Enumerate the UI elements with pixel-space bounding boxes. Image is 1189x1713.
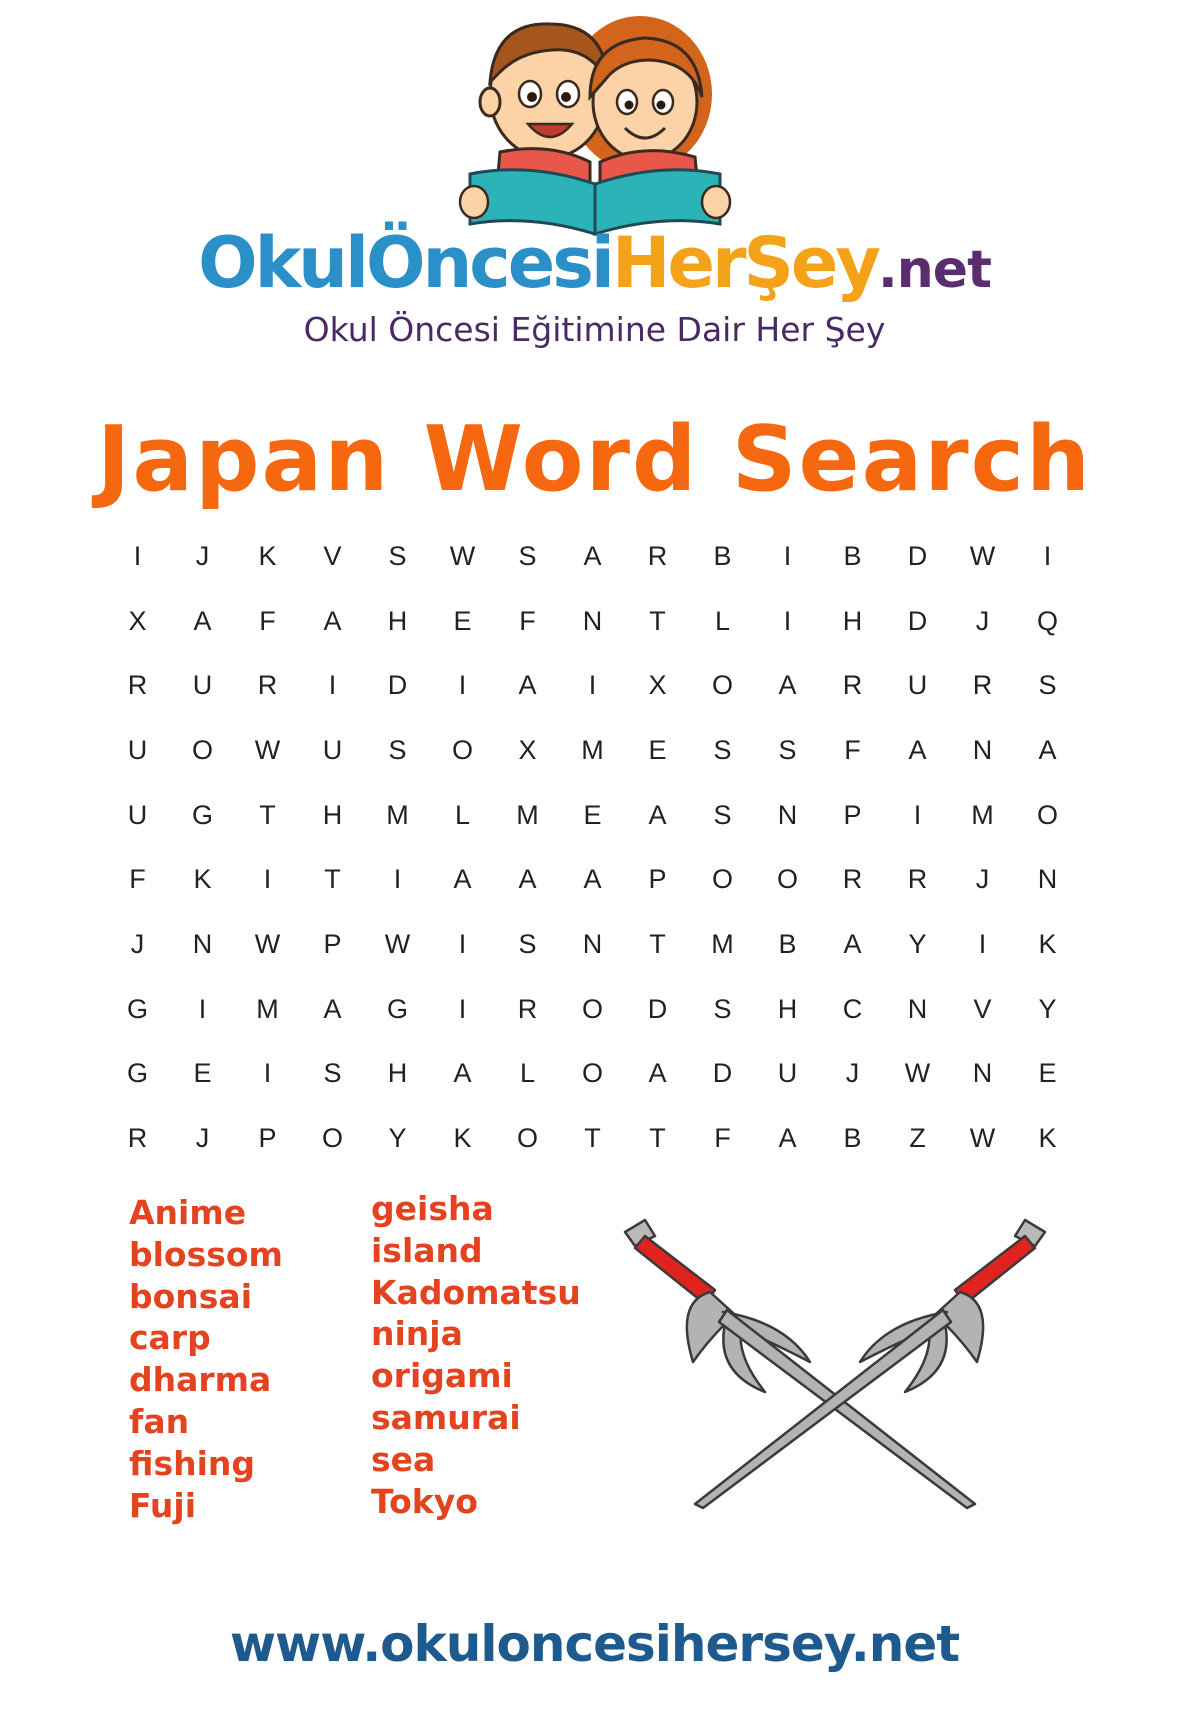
grid-letter: A <box>778 1123 797 1154</box>
grid-letter: U <box>192 670 213 701</box>
grid-letter: F <box>844 734 861 765</box>
grid-letter: R <box>907 864 928 895</box>
grid-letter: F <box>259 605 276 636</box>
grid-letter: A <box>843 928 862 959</box>
grid-letter: R <box>517 993 538 1024</box>
grid-letter: H <box>387 1058 408 1089</box>
grid-letter: Y <box>388 1123 407 1154</box>
grid-letter: A <box>518 670 537 701</box>
word-list-item: sea <box>371 1439 436 1479</box>
grid-letter: R <box>257 670 278 701</box>
grid-letter: O <box>1036 799 1058 830</box>
grid-letter: F <box>129 864 146 895</box>
grid-letter: B <box>843 540 862 571</box>
grid-letter: A <box>778 670 797 701</box>
grid-letter: M <box>711 928 734 959</box>
grid-letter: K <box>1038 1123 1057 1154</box>
grid-letter: B <box>778 928 797 959</box>
grid-letter: E <box>1038 1058 1057 1089</box>
grid-letter: S <box>713 734 732 765</box>
grid-letter: I <box>263 1058 272 1089</box>
grid-letter: U <box>907 670 928 701</box>
brand-part-2: HerŞey <box>611 222 879 304</box>
grid-letter: G <box>126 993 148 1024</box>
grid-letter: X <box>648 670 667 701</box>
grid-letter: J <box>130 928 145 959</box>
grid-letter: W <box>384 928 411 959</box>
letter-grid <box>105 524 1080 1171</box>
grid-letter: P <box>843 799 862 830</box>
grid-letter: O <box>711 670 733 701</box>
grid-letter: G <box>386 993 408 1024</box>
brand-tagline: Okul Öncesi Eğitimine Dair Her Şey <box>303 310 886 349</box>
grid-letter: N <box>582 928 603 959</box>
brand-part-1: OkulÖncesi <box>198 222 612 304</box>
grid-letter: T <box>649 928 666 959</box>
grid-letter: A <box>453 864 472 895</box>
grid-letter: J <box>975 864 990 895</box>
grid-letter: S <box>778 734 797 765</box>
grid-letter: D <box>387 670 408 701</box>
grid-letter: S <box>388 540 407 571</box>
grid-letter: R <box>127 1123 148 1154</box>
grid-letter: X <box>128 605 147 636</box>
grid-letter: D <box>647 993 668 1024</box>
grid-letter: I <box>458 928 467 959</box>
grid-letter: A <box>583 864 602 895</box>
grid-letter: W <box>969 1123 996 1154</box>
grid-letter: I <box>913 799 922 830</box>
grid-letter: U <box>777 1058 798 1089</box>
grid-letter: I <box>1043 540 1052 571</box>
grid-letter: O <box>776 864 798 895</box>
grid-letter: F <box>714 1123 731 1154</box>
grid-letter: E <box>648 734 667 765</box>
grid-letter: N <box>192 928 213 959</box>
grid-letter: M <box>971 799 994 830</box>
word-list-item: fishing <box>129 1443 256 1483</box>
grid-letter: T <box>324 864 341 895</box>
grid-letter: E <box>193 1058 212 1089</box>
grid-letter: P <box>648 864 667 895</box>
grid-letter: J <box>845 1058 860 1089</box>
grid-letter: X <box>518 734 537 765</box>
grid-letter: W <box>254 928 281 959</box>
grid-letter: R <box>842 670 863 701</box>
grid-letter: N <box>582 605 603 636</box>
word-list-item: Kadomatsu <box>371 1272 581 1312</box>
grid-letter: I <box>328 670 337 701</box>
grid-letter: R <box>647 540 668 571</box>
grid-letter: O <box>451 734 473 765</box>
grid-letter: W <box>904 1058 931 1089</box>
grid-letter: Z <box>909 1123 926 1154</box>
grid-letter: A <box>323 605 342 636</box>
grid-letter: O <box>581 1058 603 1089</box>
grid-letter: S <box>713 799 732 830</box>
grid-letter: I <box>198 993 207 1024</box>
word-list-item: geisha <box>371 1189 494 1228</box>
grid-letter: U <box>322 734 343 765</box>
grid-letter: N <box>972 1058 993 1089</box>
grid-letter: U <box>127 734 148 765</box>
grid-letter: W <box>969 540 996 571</box>
grid-letter: V <box>323 540 342 571</box>
grid-letter: W <box>449 540 476 571</box>
grid-letter: I <box>393 864 402 895</box>
grid-letter: O <box>581 993 603 1024</box>
grid-letter: T <box>649 605 666 636</box>
grid-letter: M <box>516 799 539 830</box>
word-list-item: fan <box>129 1401 190 1441</box>
grid-letter: M <box>386 799 409 830</box>
grid-letter: H <box>322 799 343 830</box>
grid-letter: D <box>907 540 928 571</box>
grid-letter: A <box>453 1058 472 1089</box>
grid-letter: J <box>195 540 210 571</box>
grid-letter: I <box>458 670 467 701</box>
word-list-item: Tokyo <box>371 1481 478 1521</box>
grid-letter: I <box>588 670 597 701</box>
grid-letter: R <box>842 864 863 895</box>
grid-letter: E <box>453 605 472 636</box>
page-title: Japan Word Search <box>96 407 1093 512</box>
grid-letter: N <box>972 734 993 765</box>
grid-letter: N <box>1037 864 1058 895</box>
word-list-item: island <box>371 1230 483 1270</box>
grid-letter: D <box>907 605 928 636</box>
word-list-column-2 <box>371 1188 581 1522</box>
grid-letter: R <box>127 670 148 701</box>
grid-letter: L <box>519 1058 536 1089</box>
word-list-item: dharma <box>129 1360 272 1400</box>
grid-letter: I <box>133 540 142 571</box>
grid-letter: B <box>843 1123 862 1154</box>
grid-letter: S <box>1038 670 1057 701</box>
grid-letter: I <box>978 928 987 959</box>
brand-logo-text <box>0 220 1189 313</box>
grid-letter: E <box>583 799 602 830</box>
grid-letter: O <box>321 1123 343 1154</box>
grid-letter: A <box>908 734 927 765</box>
word-list-item: origami <box>371 1356 513 1396</box>
word-list-item: blossom <box>129 1234 283 1274</box>
grid-letter: J <box>195 1123 210 1154</box>
grid-letter: S <box>518 540 537 571</box>
grid-letter: Q <box>1036 605 1058 636</box>
grid-letter: T <box>259 799 276 830</box>
grid-letter: K <box>193 864 212 895</box>
grid-letter: A <box>583 540 602 571</box>
grid-letter: A <box>648 1058 667 1089</box>
children-reading-book-icon <box>440 2 750 238</box>
grid-letter: D <box>712 1058 733 1089</box>
word-list-item: samurai <box>371 1397 521 1437</box>
grid-letter: Y <box>1038 993 1057 1024</box>
grid-letter: K <box>453 1123 472 1154</box>
grid-letter: H <box>777 993 798 1024</box>
grid-letter: U <box>127 799 148 830</box>
grid-letter: I <box>783 540 792 571</box>
grid-letter: Y <box>908 928 927 959</box>
grid-letter: S <box>518 928 537 959</box>
grid-letter: S <box>388 734 407 765</box>
grid-letter: A <box>323 993 342 1024</box>
grid-letter: G <box>126 1058 148 1089</box>
word-list-item: carp <box>129 1318 211 1358</box>
grid-letter: A <box>1038 734 1057 765</box>
word-list-item: Fuji <box>129 1485 197 1525</box>
grid-letter: A <box>193 605 212 636</box>
crossed-sai-icon <box>615 1212 1055 1512</box>
grid-letter: P <box>258 1123 277 1154</box>
grid-letter: S <box>323 1058 342 1089</box>
grid-letter: B <box>713 540 732 571</box>
word-list-item: ninja <box>371 1314 463 1354</box>
grid-letter: L <box>454 799 471 830</box>
grid-letter: A <box>518 864 537 895</box>
grid-letter: I <box>263 864 272 895</box>
grid-letter: O <box>191 734 213 765</box>
grid-letter: O <box>711 864 733 895</box>
grid-letter: A <box>648 799 667 830</box>
grid-letter: K <box>258 540 277 571</box>
grid-letter: N <box>777 799 798 830</box>
grid-letter: M <box>256 993 279 1024</box>
grid-letter: S <box>713 993 732 1024</box>
grid-letter: R <box>972 670 993 701</box>
grid-letter: K <box>1038 928 1057 959</box>
grid-letter: O <box>516 1123 538 1154</box>
grid-letter: W <box>254 734 281 765</box>
grid-letter: N <box>907 993 928 1024</box>
grid-letter: H <box>842 605 863 636</box>
word-list-item: Anime <box>129 1193 247 1232</box>
grid-letter: J <box>975 605 990 636</box>
word-list-item: bonsai <box>129 1276 253 1316</box>
grid-letter: M <box>581 734 604 765</box>
grid-letter: V <box>973 993 992 1024</box>
grid-letter: F <box>519 605 536 636</box>
footer-url: www.okuloncesihersey.net <box>229 1615 960 1673</box>
grid-letter: L <box>714 605 731 636</box>
grid-letter: P <box>323 928 342 959</box>
grid-letter: T <box>649 1123 666 1154</box>
grid-letter: H <box>387 605 408 636</box>
grid-letter: C <box>842 993 863 1024</box>
brand-part-3: .net <box>878 240 991 300</box>
grid-letter: I <box>458 993 467 1024</box>
grid-letter: T <box>584 1123 601 1154</box>
word-list-column-1 <box>129 1192 283 1526</box>
grid-letter: G <box>191 799 213 830</box>
grid-letter: I <box>783 605 792 636</box>
